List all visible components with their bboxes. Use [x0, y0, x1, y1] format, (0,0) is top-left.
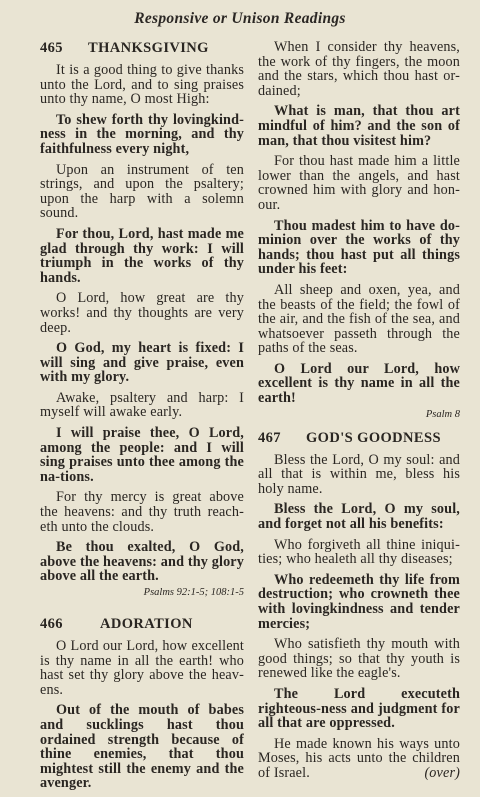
selection-number: 466 [40, 616, 63, 632]
responsive-reading-line [40, 490, 244, 534]
unison-reading-line [40, 703, 244, 791]
reading-text: Upon an instrument of ten strings, and upon the psaltery; upon the harp with a solemn sound. [40, 161, 244, 222]
selection-title: ADORATION [100, 616, 193, 632]
reading-text: All sheep and oxen, yea, and the beasts of the field; the fowl of the air, and the fish of the sea, and whatsoever passeth through the paths of the seas. [258, 281, 460, 357]
unison-reading-line [40, 341, 244, 385]
selection-heading-467 [258, 430, 460, 447]
responsive-reading-line [40, 63, 244, 107]
responsive-reading-line [258, 283, 460, 356]
unison-reading-line [258, 687, 460, 731]
reading-text: For thy mercy is great above the heavens: and thy truth reach-eth unto the clouds. [40, 489, 244, 535]
scripture-citation: Psalms 92:1-5; 108:1-5 [143, 587, 244, 598]
responsive-reading-line [258, 453, 460, 497]
selection-body-466-continued [258, 40, 460, 406]
unison-reading-line [40, 113, 244, 157]
reading-text: What is man, that thou art mindful of him? and the son of man, that thou visitest him? [258, 103, 460, 149]
unison-reading-line [40, 426, 244, 484]
responsive-reading-line [258, 637, 460, 681]
unison-reading-line [258, 573, 460, 631]
responsive-reading-line [258, 737, 460, 781]
selection-title: THANKSGIVING [88, 40, 209, 56]
responsive-reading-line [258, 154, 460, 212]
selection-heading-466 [40, 616, 244, 633]
selection-title: GOD'S GOODNESS [306, 429, 441, 446]
selection-number: 465 [40, 40, 63, 56]
reading-text: Who redeemeth thy life from destruction; who crowneth thee with lovingkindness and tender mercies; [258, 571, 460, 632]
unison-reading-line [258, 362, 460, 406]
unison-reading-line [258, 502, 460, 531]
reading-text: Bless the Lord, O my soul, and forget not all his benefits: [258, 501, 460, 533]
reading-text: Be thou exalted, O God, above the heavens: and thy glory above all the earth. [40, 539, 244, 585]
reading-text: Thou madest him to have do-minion over the works of thy hands; thou hast put all things under his feet: [258, 217, 460, 278]
responsive-reading-line [40, 291, 244, 335]
scripture-citation: Psalm 8 [425, 408, 460, 420]
unison-reading-line [258, 219, 460, 277]
selection-body-465 [40, 63, 244, 584]
unison-reading-line [258, 104, 460, 148]
responsive-reading-line [40, 391, 244, 420]
reading-text: Who satisfieth thy mouth with good things; so that thy youth is renewed like the eagle's. [258, 636, 460, 682]
reading-text: When I consider thy heavens, the work of thy fingers, the moon and the stars, which thou hast or-dained; [258, 39, 460, 99]
reading-text: For thou, Lord, hast made me glad through thy work: I will triumph in the works of thy hands. [40, 225, 244, 286]
reading-text: For thou hast made him a little lower than the angels, and hast crowned him with glory and hon-our. [258, 153, 460, 213]
reading-text: O God, my heart is fixed: I will sing and give praise, even with my glory. [40, 340, 244, 386]
continuation-note: (over) [424, 764, 460, 781]
reading-text: To shew forth thy lovingkind-ness in the morning, and thy faithfulness every night, [40, 111, 244, 157]
left-column [40, 40, 244, 797]
running-head: Responsive or Unison Readings [134, 10, 346, 27]
reading-text: O Lord, how great are thy works! and thy thoughts are very deep. [40, 290, 244, 336]
selection-number: 467 [258, 429, 281, 446]
responsive-reading-line [40, 163, 244, 221]
responsive-reading-line [258, 538, 460, 567]
reading-text: O Lord our Lord, how excellent is thy name in all the earth! who hast set thy glory above the heav-ens. [40, 638, 244, 698]
unison-reading-line [40, 540, 244, 584]
reading-text: I will praise thee, O Lord, among the people: and I will sing praises unto thee among the na-tions. [40, 425, 244, 485]
reading-text: He made known his ways unto Moses, his acts unto the children of Israel. [258, 735, 460, 781]
responsive-reading-line [40, 639, 244, 697]
right-column [258, 40, 460, 787]
reading-text: Awake, psaltery and harp: I myself will awake early. [40, 389, 244, 421]
reading-text: Out of the mouth of babes and sucklings hast thou ordained strength because of thine enemies, that thou mightest still the enemy and the avenger. [40, 702, 244, 792]
reading-text: O Lord our Lord, how excellent is thy name in all the earth! [258, 360, 460, 407]
reading-text: Who forgiveth all thine iniqui-ties; who healeth all thy diseases; [258, 536, 460, 568]
selection-body-467 [258, 453, 460, 781]
unison-reading-line [40, 227, 244, 285]
reading-text: It is a good thing to give thanks unto the Lord, and to sing praises unto thy name, O most High: [40, 62, 244, 108]
selection-heading-465 [40, 40, 244, 57]
responsive-reading-line [258, 40, 460, 98]
reading-text: The Lord executeth righteous-ness and judgment for all that are oppressed. [258, 685, 460, 732]
selection-body-466 [40, 639, 244, 791]
reading-text: Bless the Lord, O my soul: and all that is within me, bless his holy name. [258, 451, 460, 497]
